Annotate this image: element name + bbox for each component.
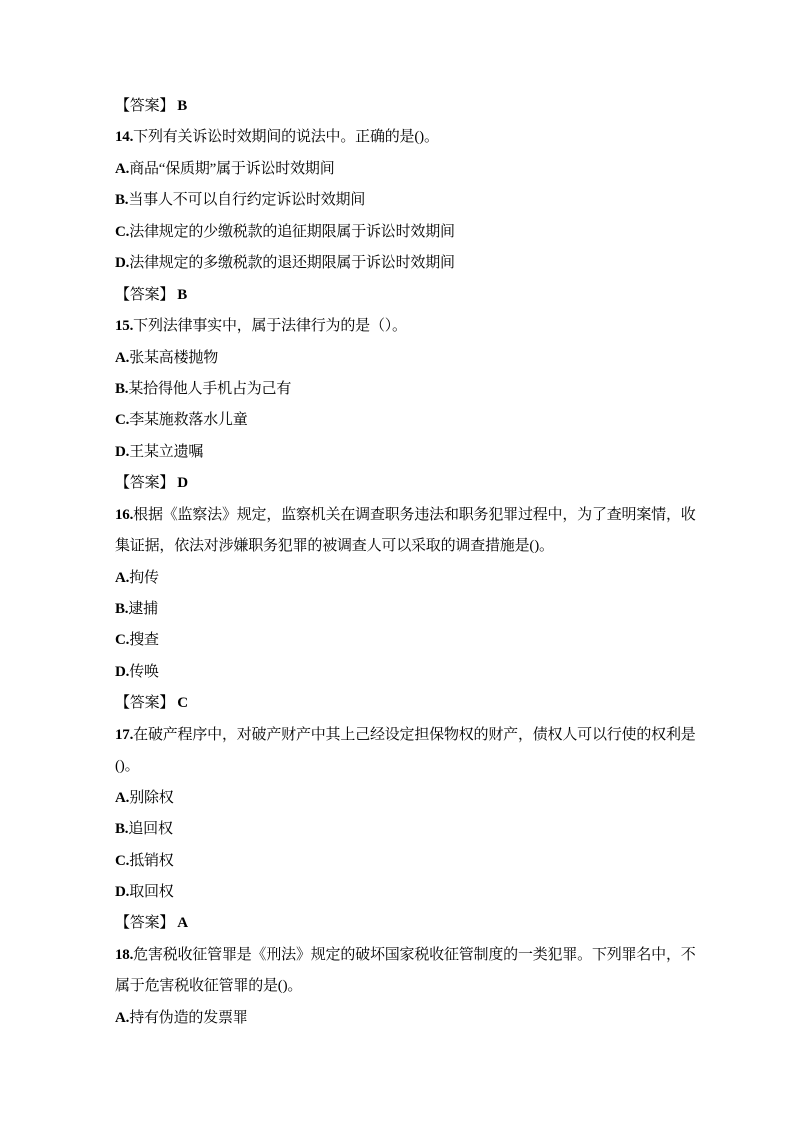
line-text: 传唤 [129, 663, 159, 680]
document-line [115, 940, 694, 971]
document-line [115, 751, 694, 782]
document-line [115, 280, 694, 311]
line-text: 属于危害税收征管罪的是()。 [115, 978, 303, 995]
line-text: 追回权 [128, 821, 173, 838]
line-number-prefix: A. [115, 1009, 130, 1026]
answer-letter: B [177, 98, 188, 114]
line-number-prefix: C. [115, 852, 130, 869]
line-number-prefix: 14. [115, 129, 134, 146]
document-line [115, 657, 694, 688]
line-number-prefix: 15. [115, 318, 134, 335]
line-text: 张某高楼抛物 [129, 349, 218, 366]
document-line [115, 311, 694, 342]
document-line [115, 971, 694, 1002]
document-line [115, 908, 694, 939]
line-text: 集证据，依法对涉嫌职务犯罪的被调查人可以采取的调查措施是()。 [115, 538, 554, 555]
line-text: 危害税收征管罪是《刑法》规定的破坏国家税收征管制度的一类犯罪。下列罪名中，不 [133, 946, 696, 963]
line-text: 别除权 [129, 789, 174, 806]
line-number-prefix: A. [115, 569, 130, 586]
line-number-prefix: A. [115, 789, 130, 806]
answer-letter: D [177, 475, 188, 492]
line-number-prefix: D. [115, 443, 130, 460]
line-number-prefix: C. [115, 223, 130, 240]
line-text: 当事人不可以自行约定诉讼时效期间 [128, 192, 366, 209]
line-text: 取回权 [129, 883, 174, 900]
line-number-prefix: C. [115, 632, 130, 649]
line-text: 【答案】 [115, 695, 175, 712]
line-text: 持有伪造的发票罪 [129, 1009, 248, 1026]
document-line [115, 720, 694, 751]
document-content [115, 91, 694, 1034]
line-text: 王某立遗嘱 [129, 443, 204, 460]
line-number-prefix: C. [115, 412, 130, 429]
document-line [115, 468, 694, 499]
line-text: 商品“保质期”属于诉讼时效期间 [129, 160, 335, 177]
line-text: 【答案】 [115, 286, 175, 303]
document-line [115, 248, 694, 279]
line-text: 搜查 [129, 632, 159, 649]
line-number-prefix: 16. [115, 506, 134, 523]
line-text: ()。 [115, 758, 140, 775]
document-line [115, 1003, 694, 1034]
line-number-prefix: D. [115, 255, 130, 272]
document-line [115, 625, 694, 656]
line-number-prefix: A. [115, 349, 130, 366]
line-number-prefix: 18. [115, 946, 134, 963]
line-text: 下列有关诉讼时效期间的说法中。正确的是()。 [133, 129, 439, 146]
document-line [115, 343, 694, 374]
document-line [115, 877, 694, 908]
line-number-prefix: D. [115, 883, 130, 900]
answer-letter: B [177, 286, 188, 303]
document-line [115, 500, 694, 531]
document-line [115, 374, 694, 405]
line-text: 在破产程序中，对破产财产中其上己经设定担保物权的财产，债权人可以行使的权利是 [133, 726, 696, 743]
line-number-prefix: B. [115, 380, 129, 397]
line-text: 李某施救落水儿童 [129, 412, 248, 429]
line-text: 某拾得他人手机占为己有 [128, 380, 292, 397]
line-text: 下列法律事实中，属于法律行为的是（）。 [133, 318, 407, 335]
document-line [115, 814, 694, 845]
line-number-prefix: B. [115, 192, 129, 209]
document-line [115, 846, 694, 877]
line-text: 拘传 [129, 569, 159, 586]
document-line [115, 594, 694, 625]
line-number-prefix: B. [115, 601, 129, 617]
line-text: 法律规定的多缴税款的退还期限属于诉讼时效期间 [129, 255, 455, 272]
line-text: 逮捕 [128, 601, 158, 617]
document-line [115, 531, 694, 562]
line-text: 根据《监察法》规定，监察机关在调查职务违法和职务犯罪过程中，为了查明案情，收 [133, 506, 696, 523]
document-line [115, 122, 694, 153]
document-line [115, 688, 694, 719]
answer-letter: C [177, 695, 188, 712]
line-text: 【答案】 [115, 98, 175, 114]
document-line [115, 563, 694, 594]
answer-letter: A [177, 915, 188, 932]
line-text: 【答案】 [115, 915, 175, 932]
document-line [115, 405, 694, 436]
document-line [115, 91, 694, 122]
line-number-prefix: B. [115, 821, 129, 838]
document-line [115, 217, 694, 248]
document-line [115, 185, 694, 216]
document-line [115, 437, 694, 468]
line-number-prefix: D. [115, 663, 130, 680]
document-line [115, 783, 694, 814]
line-number-prefix: A. [115, 160, 130, 177]
line-text: 抵销权 [129, 852, 174, 869]
line-number-prefix: 17. [115, 726, 134, 743]
line-text: 【答案】 [115, 475, 175, 492]
line-text: 法律规定的少缴税款的追征期限属于诉讼时效期间 [129, 223, 455, 240]
document-line [115, 154, 694, 185]
